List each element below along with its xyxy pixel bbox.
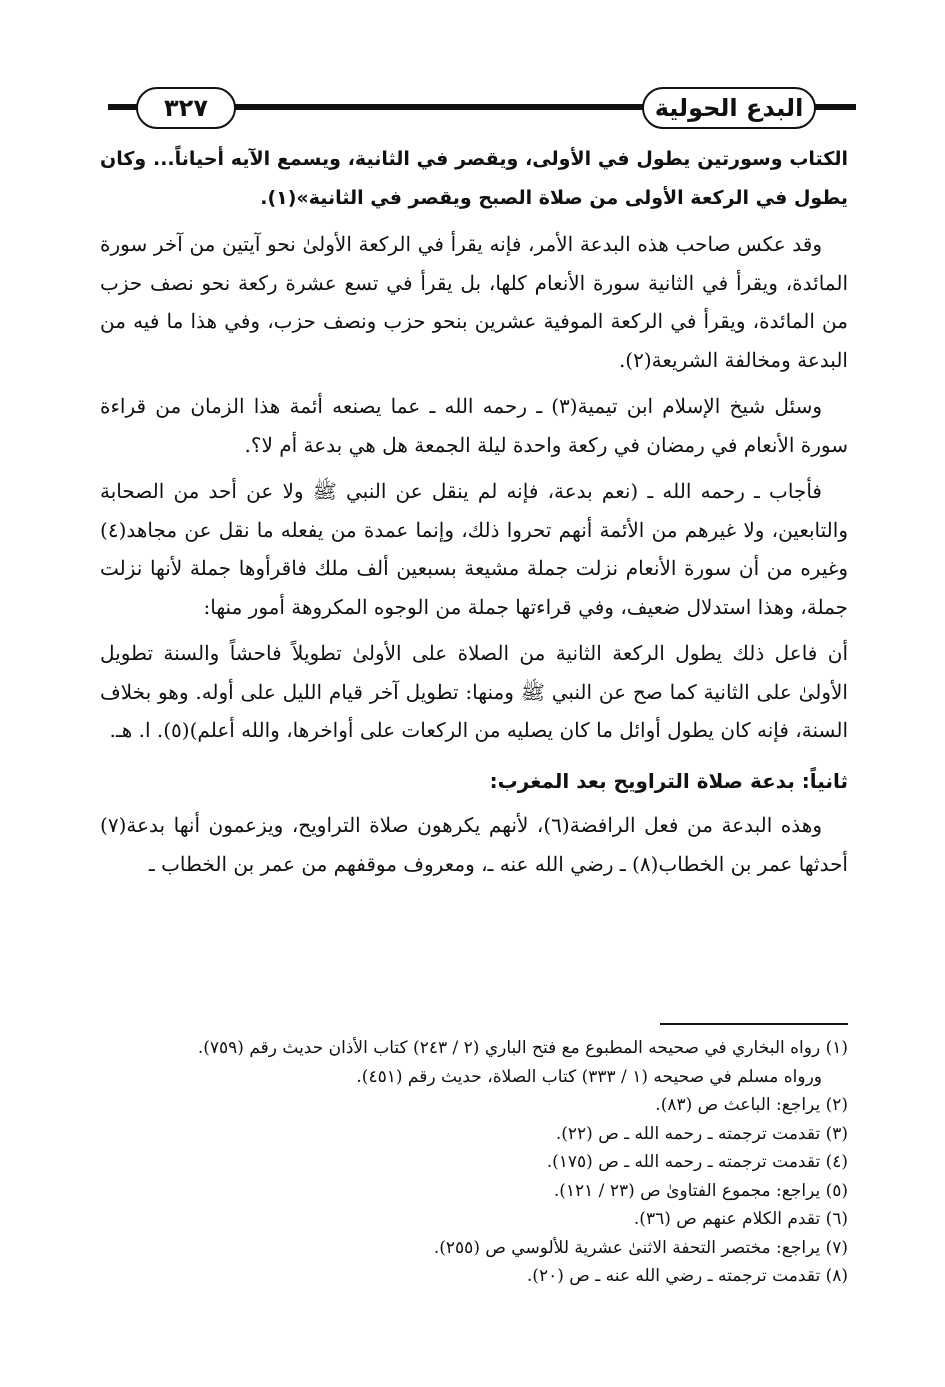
footnotes bbox=[100, 1034, 848, 1291]
footnote: (٢) يراجع: الباعث ص (٨٣). bbox=[655, 1095, 848, 1115]
footnote: (٤) تقدمت ترجمته ـ رحمه الله ـ ص (١٧٥). bbox=[546, 1152, 848, 1172]
footnote: (١) رواه البخاري في صحيحه المطبوع مع فتح الباري (٢ / ٢٤٣) كتاب الأذان حديث رقم (٧٥٩). bbox=[197, 1038, 848, 1058]
footnote: (٦) تقدم الكلام عنهم ص (٣٦). bbox=[633, 1209, 848, 1229]
paragraph: وقد عكس صاحب هذه البدعة الأمر، فإنه يقرأ في الركعة الأولىٰ نحو آيتين من آخر سورة المائدة، ويقرأ في الثانية سورة الأنعام كلها، بل يقرأ في تسع عشرة ركعة نحو نصف حزب من المائدة، ويقرأ في الركعة الموفية عشرين بنحو حزب ونصف حزب، وفي هذا ما فيه من البدعة ومخالفة الشريعة(٢). bbox=[100, 232, 849, 372]
running-title: البدع الحولية bbox=[642, 87, 816, 129]
page-number: ٣٢٧ bbox=[136, 87, 236, 129]
footnote: (٧) يراجع: مختصر التحفة الاثنىٰ عشرية للألوسي ص (٢٥٥). bbox=[433, 1237, 848, 1258]
footnote-separator bbox=[660, 1023, 848, 1025]
paragraph: وهذه البدعة من فعل الرافضة(٦)، لأنهم يكرهون صلاة التراويح، ويزعمون أنها بدعة(٧) أحدثها عمر بن الخطاب(٨) ـ رضي الله عنه ـ، ومعروف موقفهم من عمر بن الخطاب ـ bbox=[100, 813, 848, 876]
paragraph: فأجاب ـ رحمه الله ـ (نعم بدعة، فإنه لم ينقل عن النبي ﷺ ولا عن أحد من الصحابة والتابعين، ولا غيرهم من الأئمة أنهم تحروا ذلك، وإنما عمدة من يفعله ما نقل عن مجاهد(٤) وغيره من أن سورة الأنعام نزلت جملة مشيعة بسبعين ألف ملك فاقرأوها جملة لأنها نزلت جملة، وهذا استدلال ضعيف، وفي قراءتها جملة من الوجوه المكروهة أمور منها: bbox=[100, 479, 848, 619]
footnote: (٥) يراجع: مجموع الفتاوىٰ ص (٢٣ / ١٢١). bbox=[553, 1180, 848, 1201]
paragraph: وسئل شيخ الإسلام ابن تيمية(٣) ـ رحمه الله ـ عما يصنعه أئمة هذا الزمان من قراءة سورة الأنعام في رمضان في ركعة واحدة ليلة الجمعة هل هي بدعة أم لا؟. bbox=[100, 394, 848, 457]
footnote: (٨) تقدمت ترجمته ـ رضي الله عنه ـ ص (٢٠). bbox=[526, 1266, 848, 1286]
paragraph-quote-continuation: الكتاب وسورتين يطول في الأولى، ويقصر في الثانية، ويسمع الآيه أحياناً... وكان يطول في الركعة الأولى من صلاة الصبح ويقصر في الثانية»(١). bbox=[100, 148, 848, 209]
section-heading: ثانياً: بدعة صلاة التراويح بعد المغرب: bbox=[489, 768, 848, 793]
paragraph: أن فاعل ذلك يطول الركعة الثانية من الصلاة على الأولىٰ تطويلاً فاحشاً والسنة تطويل الأولىٰ على الثانية كما صح عن النبي ﷺ ومنها: تطويل آخر قيام الليل على أوله. وهو بخلاف السنة، فإنه كان يطول أوائل ما كان يصليه من الركعات على أواخرها، والله أعلم)(٥). ا. هـ. bbox=[100, 641, 848, 742]
footnote: (٣) تقدمت ترجمته ـ رحمه الله ـ ص (٢٢). bbox=[555, 1123, 848, 1144]
main-text bbox=[100, 140, 848, 891]
running-header bbox=[108, 82, 856, 132]
footnote-continuation: ورواه مسلم في صحيحه (١ / ٣٣٣) كتاب الصلاة، حديث رقم (٤٥١). bbox=[356, 1066, 822, 1087]
